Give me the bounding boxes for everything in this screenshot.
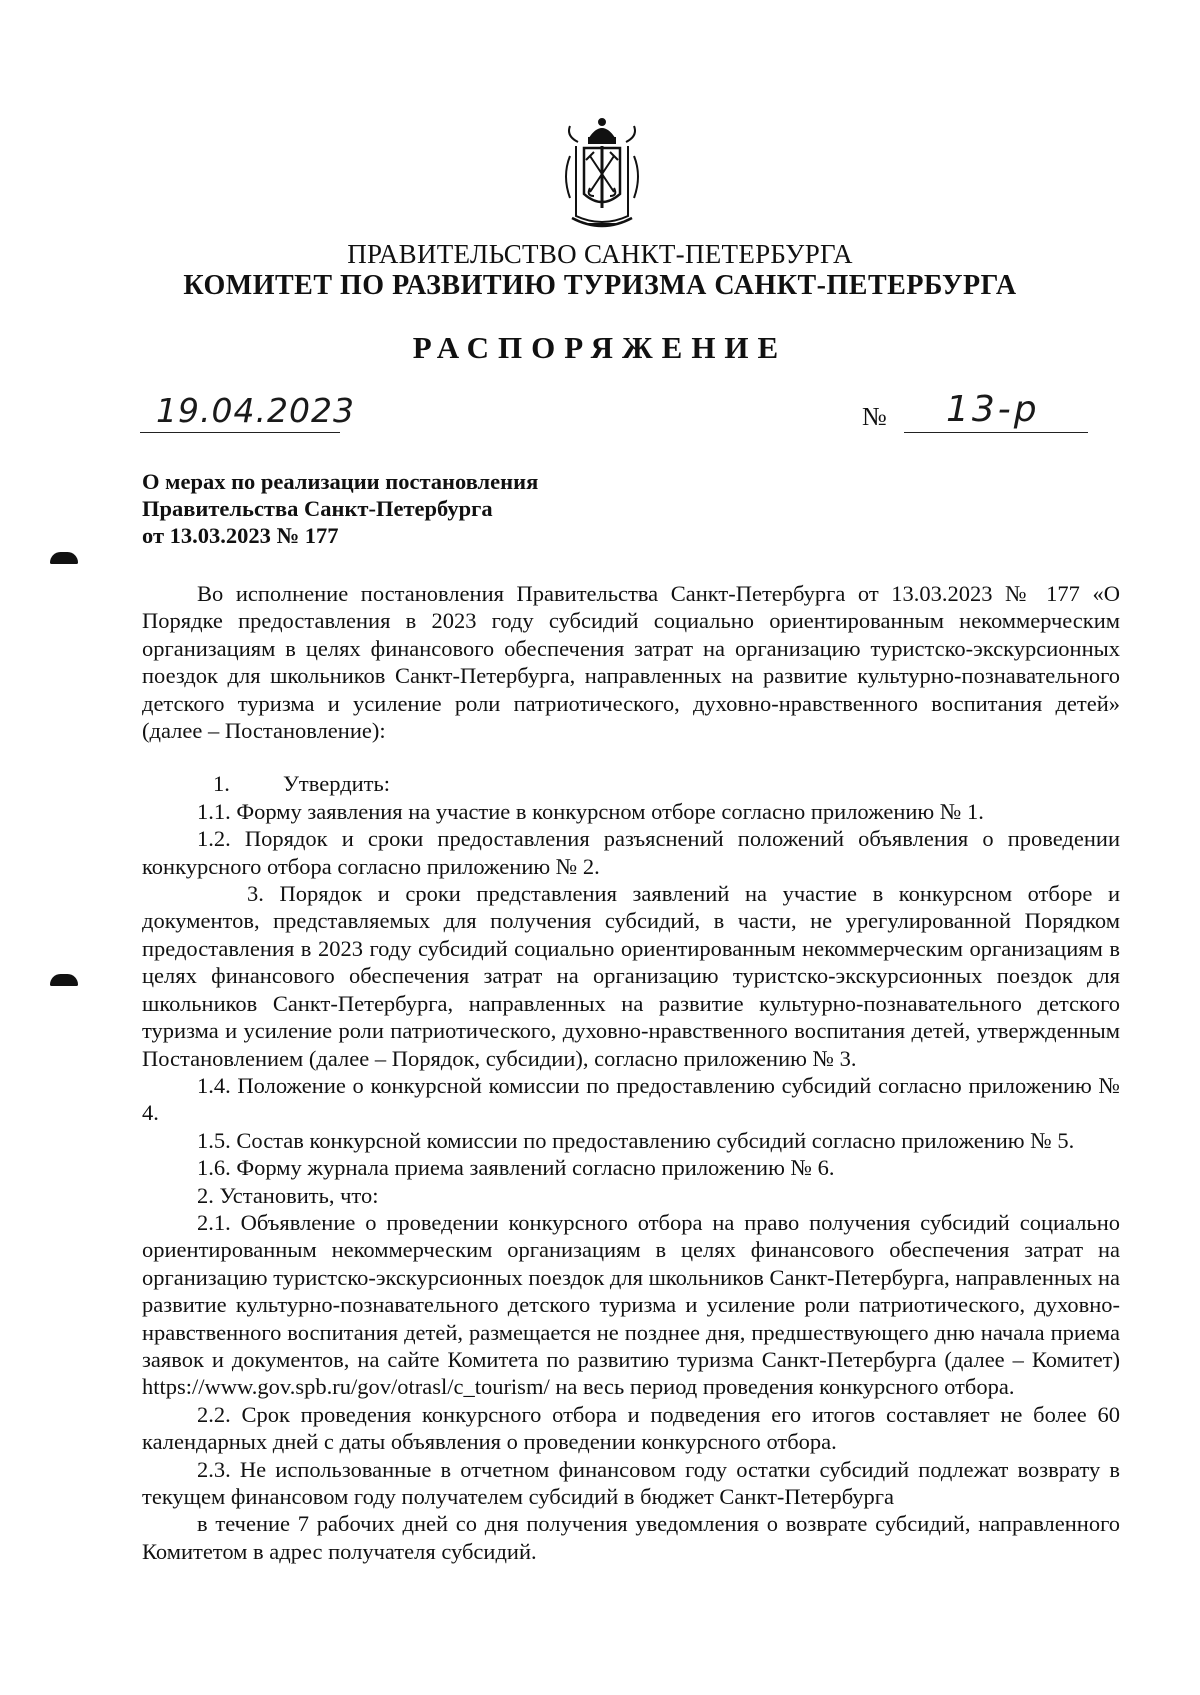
subject-line: от 13.03.2023 № 177	[142, 523, 339, 548]
clause-2-1: 2.1. Объявление о проведении конкурсного отбора на право получения субсидий социально ориентированным некоммерческим организациям в целях финансового обеспечения затрат на организацию туристско-экскурсионных поездок для школьников Санкт-Петербурга, направленных на развитие культурно-познавательного детского туризма и усиление роли патриотического, духовно-нравственного воспитания детей, размещается не позднее дня, предшествующего дню начала приема заявок и документов, на сайте Комитета по развитию туризма Санкт-Петербурга (далее – Комитет) https://www.gov.spb.ru/gov/otrasl/c_tourism/ на весь период проведения конкурсного отбора.	[142, 1209, 1121, 1400]
document-subject	[142, 468, 702, 549]
number-label: №	[862, 402, 887, 431]
clause-1-6: 1.6. Форму журнала приема заявлений согласно приложению № 6.	[197, 1155, 835, 1181]
clause-1-1: 1.1. Форму заявления на участие в конкурсном отборе согласно приложению № 1.	[197, 798, 984, 824]
coat-of-arms-icon	[556, 116, 648, 234]
clause-1-5: 1.5. Состав конкурсной комиссии по предоставлению субсидий согласно приложению № 5.	[197, 1127, 1075, 1153]
handwritten-number: 13-р	[946, 389, 1040, 430]
number-field	[904, 388, 1088, 433]
handwritten-date: 19.04.2023	[156, 391, 355, 430]
government-title: ПРАВИТЕЛЬСТВО САНКТ-ПЕТЕРБУРГА	[347, 239, 853, 269]
clause-2: 2. Установить, что:	[197, 1182, 379, 1208]
clause-2-3: 2.3. Не использованные в отчетном финансовом году остатки субсидий подлежат возврату в текущем финансовом году получателем субсидий в бюджет Санкт-Петербурга	[142, 1456, 1120, 1509]
clause-1-3: 3. Порядок и сроки представления заявлений на участие в конкурсном отборе и документов, представляемых для получения субсидий, в части, не урегулированной Порядком предоставления в 2023 году субсидий социально ориентированным некоммерческим организациям в целях финансового обеспечения затрат на организацию туристско-экскурсионных поездок для школьников Санкт-Петербурга, направленных на развитие культурно-познавательного детского туризма и усиление роли патриотического, духовно-нравственного воспитания детей, утвержденным Постановлением (далее – Порядок, субсидии), согласно приложению № 3.	[142, 881, 1120, 1071]
clause-1-4: 1.4. Положение о конкурсной комиссии по предоставлению субсидий согласно приложению № 4.	[142, 1072, 1120, 1126]
punch-hole-mark	[50, 552, 78, 564]
clause-2-2: 2.2. Срок проведения конкурсного отбора и подведения его итогов составляет не более 60 календарных дней с даты объявления о проведении конкурсного отбора.	[142, 1401, 1120, 1455]
clause-1-2: 1.2. Порядок и сроки предоставления разъяснений положений объявления о проведении конкурсного отбора согласно приложению № 2.	[142, 826, 1120, 879]
clause-text: Утвердить:	[283, 771, 391, 797]
clause-1	[142, 770, 1120, 797]
date-field	[140, 388, 355, 433]
committee-title: КОМИТЕТ ПО РАЗВИТИЮ ТУРИЗМА САНКТ-ПЕТЕРБУРГА	[183, 270, 1017, 301]
clause-number: 1.	[213, 771, 230, 797]
clause-2-3-continued: в течение 7 рабочих дней со дня получения уведомления о возврате субсидий, направленного Комитетом в адрес получателя субсидий.	[142, 1511, 1120, 1564]
preamble-paragraph: Во исполнение постановления Правительства Санкт-Петербурга от 13.03.2023 № 177 «О Порядке предоставления в 2023 году субсидий социально ориентированным некоммерческим организациям в целях финансового обеспечения затрат на организацию туристско-экскурсионных поездок для школьников Санкт-Петербурга, направленных на развитие культурно-познавательного детского туризма и усиление роли патриотического, духовно-нравственного воспитания детей» (далее – Постановление):	[142, 581, 1120, 744]
document-body	[142, 580, 1120, 1565]
subject-line: О мерах по реализации постановления	[142, 469, 539, 494]
document-type-title: РАСПОРЯЖЕНИЕ	[412, 330, 788, 365]
subject-line: Правительства Санкт-Петербурга	[142, 496, 493, 521]
punch-hole-mark	[50, 974, 78, 986]
